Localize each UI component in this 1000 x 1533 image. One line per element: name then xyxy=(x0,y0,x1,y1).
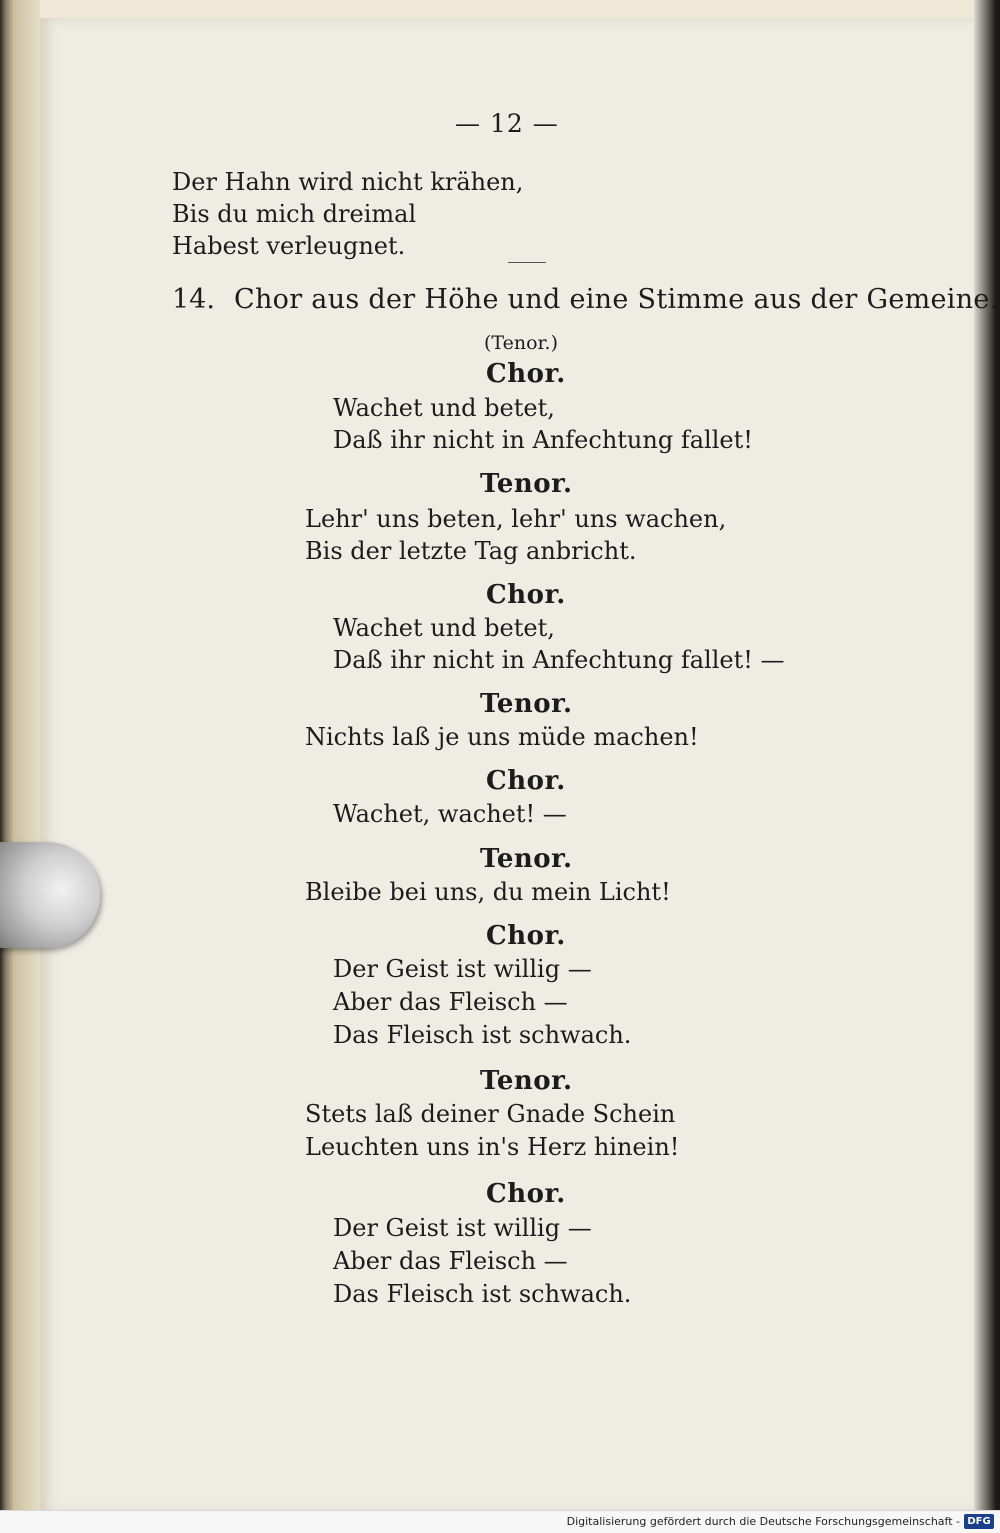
dfg-logo-icon: DFG xyxy=(964,1514,994,1529)
page-edge xyxy=(974,0,1000,1533)
verse-line: Bis der letzte Tag anbricht. xyxy=(305,537,637,565)
verse-line: Nichts laß je uns müde machen! xyxy=(305,723,699,751)
speaker-label: Tenor. xyxy=(480,1066,573,1096)
section-number: 14. xyxy=(172,284,215,315)
verse-line: Daß ihr nicht in Anfechtung fallet! — xyxy=(333,646,785,674)
speaker-label: Chor. xyxy=(486,766,566,796)
section-title: Chor aus der Höhe und eine Stimme aus der Gemeine. xyxy=(234,284,999,315)
page-number: — 12 — xyxy=(455,109,559,138)
speaker-label: Chor. xyxy=(486,921,566,951)
verse-line: Lehr' uns beten, lehr' uns wachen, xyxy=(305,505,727,533)
verse-line: Wachet, wachet! — xyxy=(333,800,567,828)
digitization-footer xyxy=(0,1510,1000,1533)
speaker-label: Tenor. xyxy=(480,689,573,719)
section-subtitle: (Tenor.) xyxy=(484,332,558,354)
book-gutter xyxy=(0,0,40,1533)
speaker-label: Chor. xyxy=(486,580,566,610)
verse-line: Leuchten uns in's Herz hinein! xyxy=(305,1133,680,1161)
verse-line: Das Fleisch ist schwach. xyxy=(333,1021,632,1049)
verse-line: Wachet und betet, xyxy=(333,614,555,642)
verse-line: Wachet und betet, xyxy=(333,394,555,422)
speaker-label: Chor. xyxy=(486,359,566,389)
verse-line: Das Fleisch ist schwach. xyxy=(333,1280,632,1308)
verse-line: Der Geist ist willig — xyxy=(333,955,592,983)
divider-rule xyxy=(508,262,546,263)
verse-line: Aber das Fleisch — xyxy=(333,988,568,1016)
speaker-label: Chor. xyxy=(486,1179,566,1209)
speaker-label: Tenor. xyxy=(480,469,573,499)
opening-line: Bis du mich dreimal xyxy=(172,200,417,228)
verse-line: Aber das Fleisch — xyxy=(333,1247,568,1275)
footer-text: Digitalisierung gefördert durch die Deutsche Forschungsgemeinschaft - xyxy=(566,1515,960,1528)
verse-line: Bleibe bei uns, du mein Licht! xyxy=(305,878,671,906)
speaker-label: Tenor. xyxy=(480,844,573,874)
opening-line: Der Hahn wird nicht krähen, xyxy=(172,168,524,196)
verse-line: Daß ihr nicht in Anfechtung fallet! xyxy=(333,426,753,454)
opening-line: Habest verleugnet. xyxy=(172,232,406,260)
verse-line: Der Geist ist willig — xyxy=(333,1214,592,1242)
verse-line: Stets laß deiner Gnade Schein xyxy=(305,1100,676,1128)
